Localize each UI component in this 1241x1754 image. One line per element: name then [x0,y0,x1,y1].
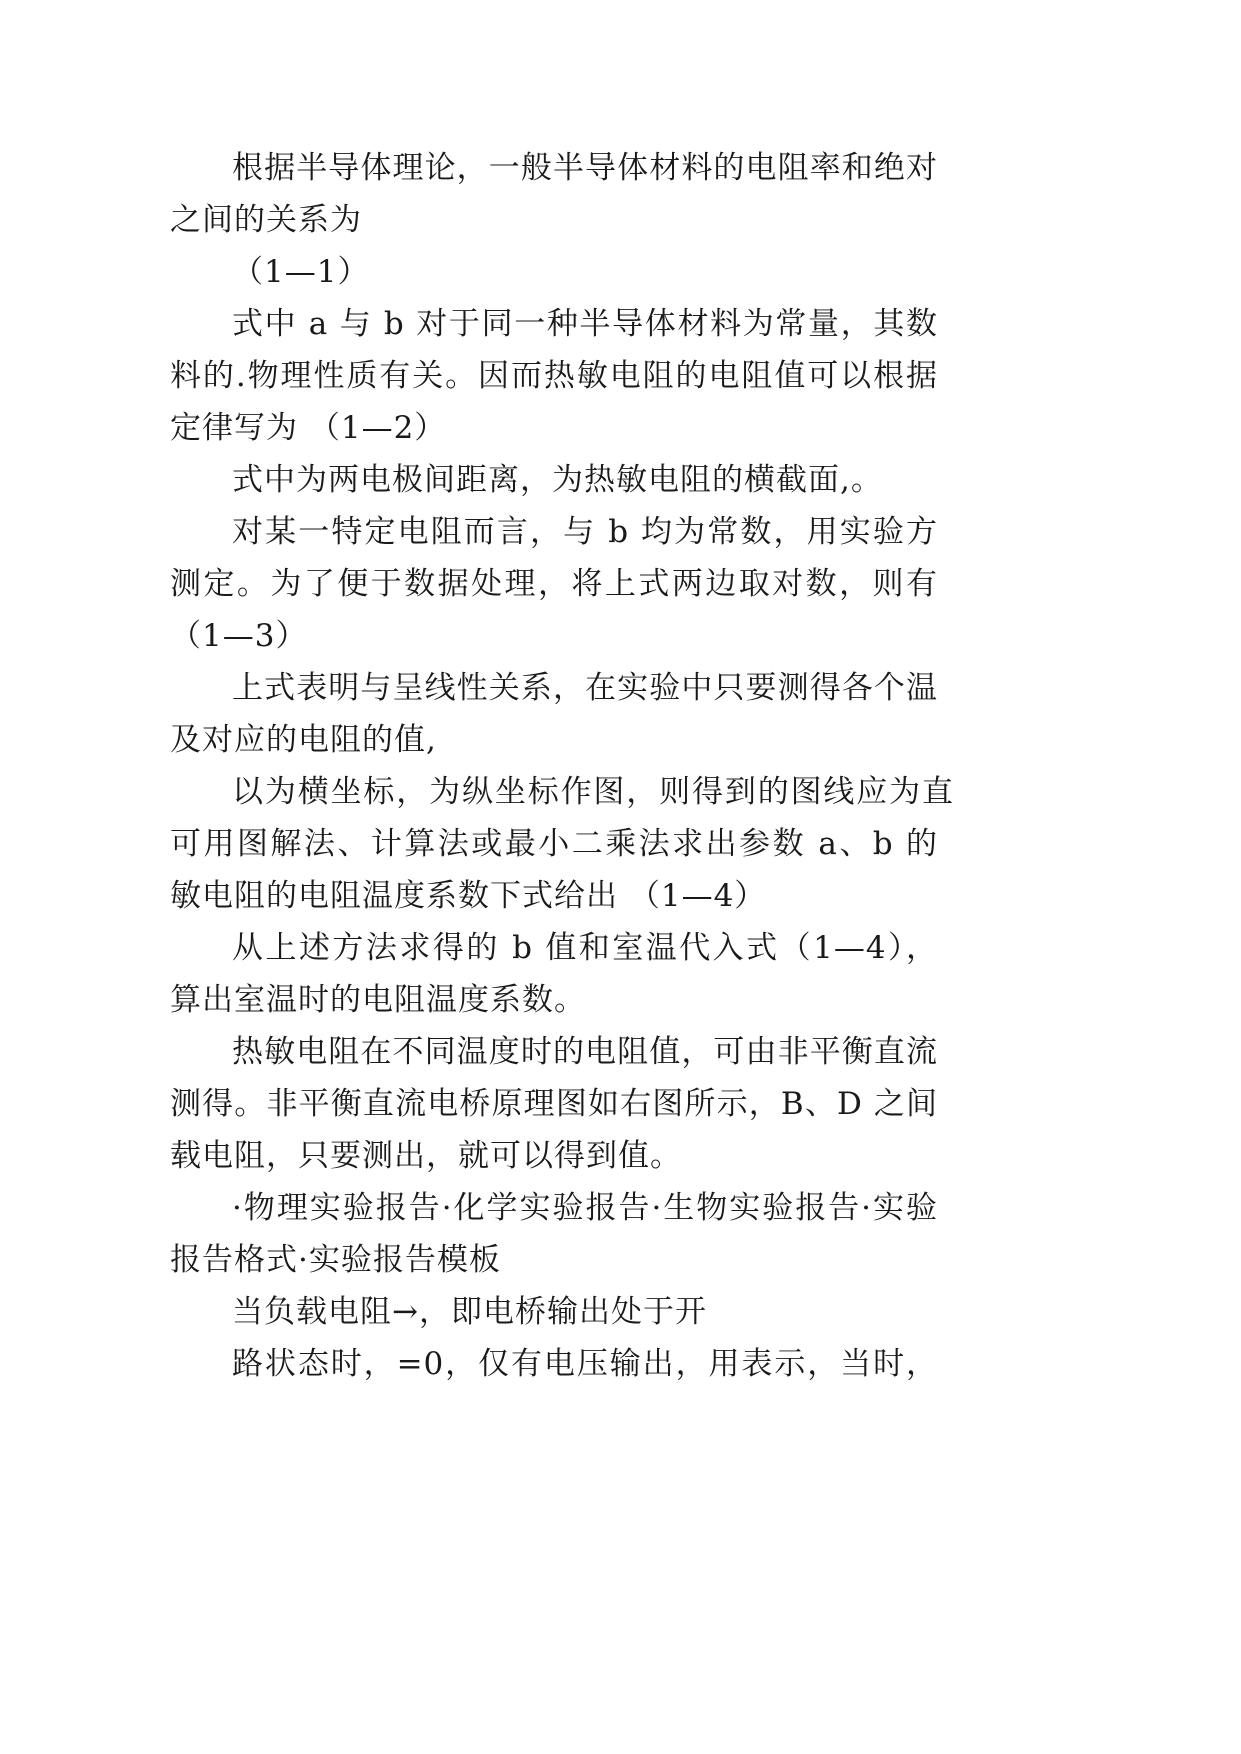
text-line: 算出室温时的电阻温度系数。 [170,982,586,1018]
text-line: 测定。为了便于数据处理，将上式两边取对数，则有 [170,566,938,602]
text-line: 敏电阻的电阻温度系数下式给出 （1—4） [170,878,767,914]
text-line: 上式表明与呈线性关系，在实验中只要测得各个温 [232,670,938,706]
text-line: 料的.物理性质有关。因而热敏电阻的电阻值可以根据 [170,358,938,394]
text-line: 测得。非平衡直流电桥原理图如右图所示，B、D 之间 [170,1086,938,1122]
related-links[interactable]: ·物理实验报告·化学实验报告·生物实验报告·实验 [232,1190,938,1226]
text-line: 定律写为 （1—2） [170,410,447,446]
text-line: 式中为两电极间距离，为热敏电阻的横截面,。 [232,462,883,498]
equation-label: （1—1） [232,254,370,290]
text-line: 路状态时，=0，仅有电压输出，用表示，当时， [232,1346,938,1382]
text-line: 当负载电阻→，即电桥输出处于开 [232,1294,707,1330]
text-line: 以为横坐标，为纵坐标作图，则得到的图线应为直 [232,774,954,810]
related-links[interactable]: 报告格式·实验报告模板 [170,1242,501,1278]
text-line: 载电阻，只要测出，就可以得到值。 [170,1138,682,1174]
text-line: 可用图解法、计算法或最小二乘法求出参数 a、b 的 [170,826,938,862]
equation-label: （1—3） [170,618,308,654]
text-line: 对某一特定电阻而言，与 b 均为常数，用实验方 [232,514,938,550]
text-line: 之间的关系为 [170,202,362,238]
text-line: 从上述方法求得的 b 值和室温代入式（1—4）， [232,930,938,966]
text-line: 热敏电阻在不同温度时的电阻值，可由非平衡直流 [232,1034,938,1070]
text-line: 根据半导体理论，一般半导体材料的电阻率和绝对 [232,150,938,186]
text-line: 及对应的电阻的值, [170,722,437,758]
text-line: 式中 a 与 b 对于同一种半导体材料为常量，其数 [232,306,938,342]
